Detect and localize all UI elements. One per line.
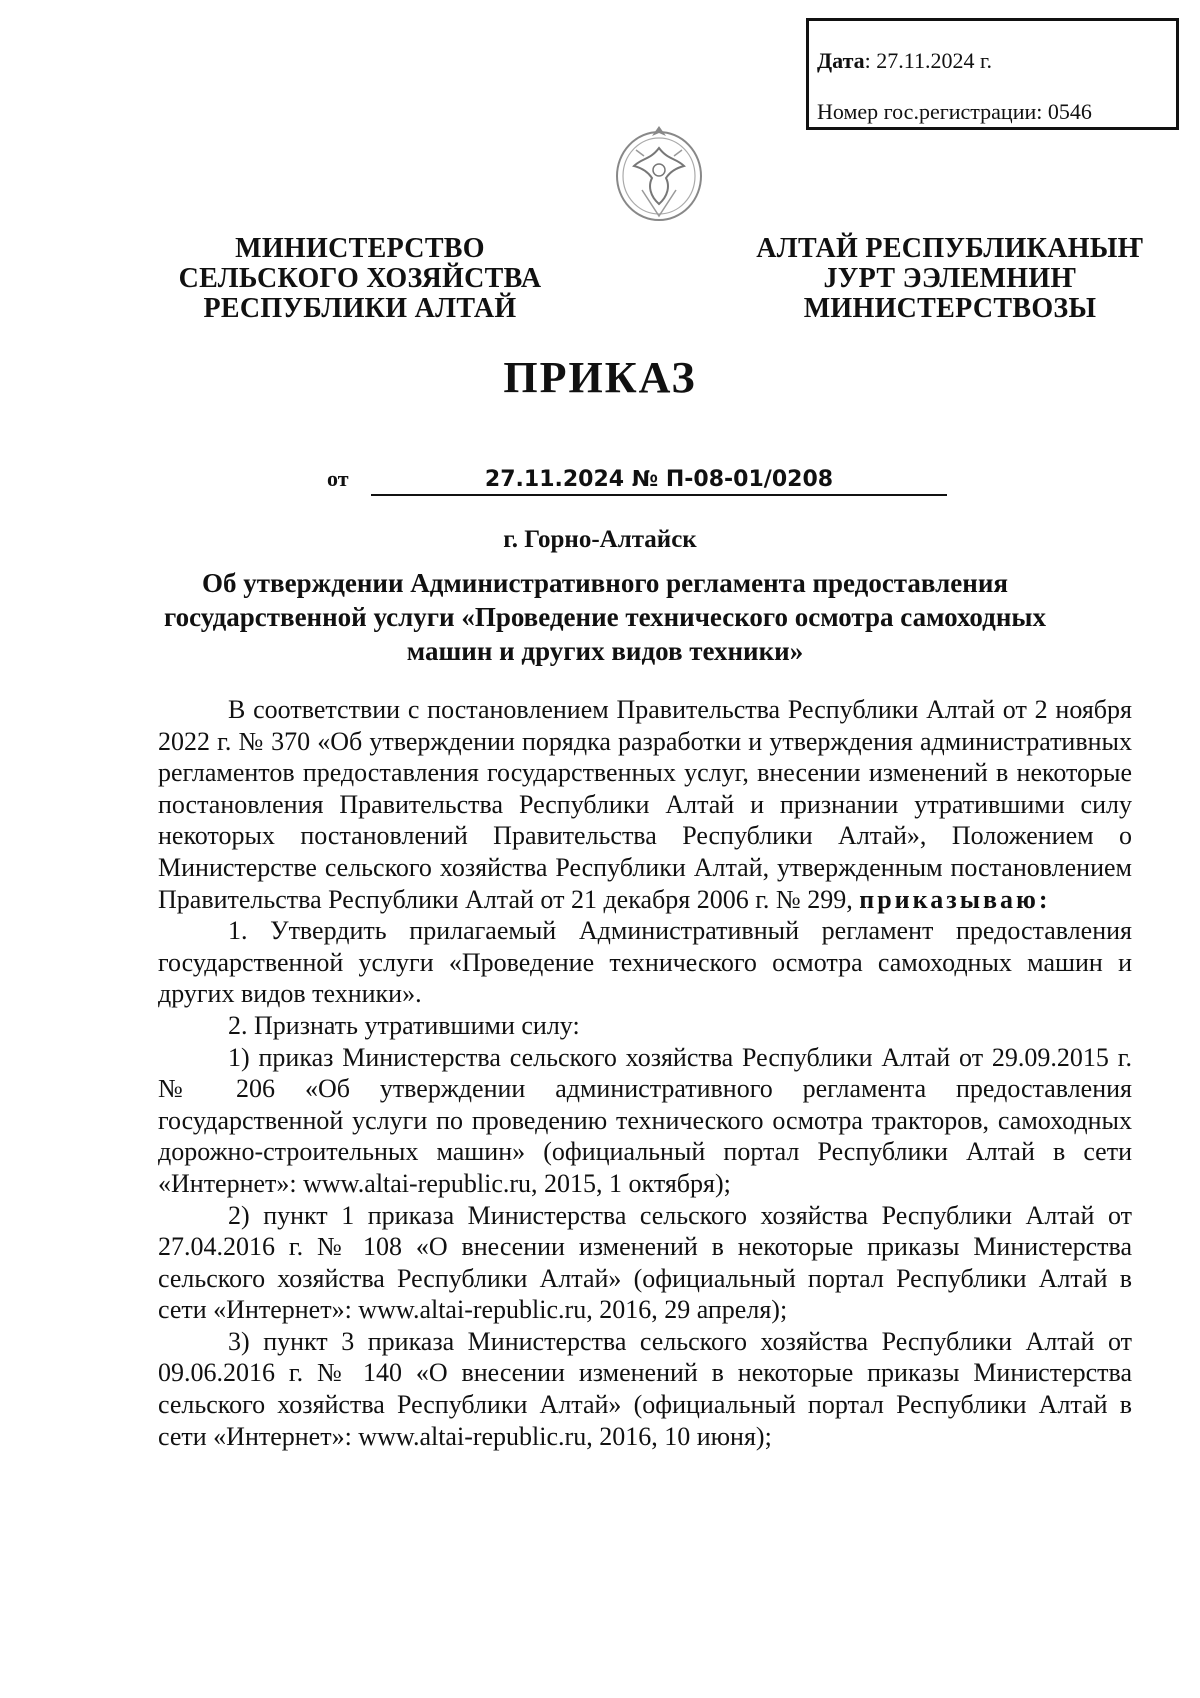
paragraph: 3) пункт 3 приказа Министерства сельского хозяйства Республики Алтай от 09.06.2016 г. № 140 «О внесении изменений в некоторые приказы Министерства сельского хозяйства Республики Алтай» (официальный портал Республики Алтай в сети «Интернет»: www.altai-republic.ru, 2016, 10 июня);: [158, 1326, 1132, 1451]
city: г. Горно-Алтайск: [503, 526, 697, 553]
paragraph: 2. Признать утратившими силу:: [228, 1010, 580, 1040]
registration-box: [806, 18, 1179, 130]
document-title: Об утверждении Административного регламента предоставления государственной услуги «Проведение технического осмотра самоходных машин и других видов техники»: [164, 568, 1046, 666]
order-directive: приказываю:: [859, 884, 1051, 914]
registration-date: Дата: 27.11.2024 г.: [817, 48, 992, 73]
order-title: ПРИКАЗ: [503, 353, 697, 402]
ministry-name-altai: АЛТАЙ РЕСПУБЛИКАНЫҤ ЈУРТ ЭЭЛЕМНИҤ МИНИСТЕРСТВОЗЫ: [756, 233, 1144, 324]
coat-of-arms-icon: [612, 120, 706, 224]
paragraph: В соответствии с постановлением Правительства Республики Алтай от 2 ноября 2022 г. № 370 «Об утверждении порядка разработки и утверждения административных регламентов предоставления государственных услуг, внесении изменений в некоторые постановления Правительства Республики Алтай и признании утратившими силу некоторых постановлений Правительства Республики Алтай», Положением о Министерстве сельского хозяйства Республики Алтай, утвержденным постановлением Правительства Республики Алтай от 21 декабря 2006 г. № 299, приказываю:: [158, 695, 1132, 914]
document-body: [158, 694, 1132, 1452]
registration-number: Номер гос.регистрации: 0546: [817, 99, 1092, 124]
ministry-name-russian: МИНИСТЕРСТВО СЕЛЬСКОГО ХОЗЯЙСТВА РЕСПУБЛИКИ АЛТАЙ: [178, 233, 542, 324]
order-number: 27.11.2024 № П-08-01/0208: [371, 466, 947, 496]
paragraph: 1. Утвердить прилагаемый Административный регламент предоставления государственной услуги «Проведение технического осмотра самоходных машин и других видов техники».: [158, 916, 1132, 1009]
paragraph: 1) приказ Министерства сельского хозяйства Республики Алтай от 29.09.2015 г. № 206 «Об утверждении административного регламента предоставления государственной услуги по проведению технического осмотра тракторов, самоходных дорожно-строительных машин» (официальный портал Республики Алтай в сети «Интернет»: www.altai-republic.ru, 2015, 1 октября);: [158, 1042, 1132, 1198]
order-from-label: от: [327, 466, 349, 491]
paragraph: 2) пункт 1 приказа Министерства сельского хозяйства Республики Алтай от 27.04.2016 г. № 108 «О внесении изменений в некоторые приказы Министерства сельского хозяйства Республики Алтай» (официальный портал Республики Алтай в сети «Интернет»: www.altai-republic.ru, 2016, 29 апреля);: [158, 1200, 1132, 1325]
